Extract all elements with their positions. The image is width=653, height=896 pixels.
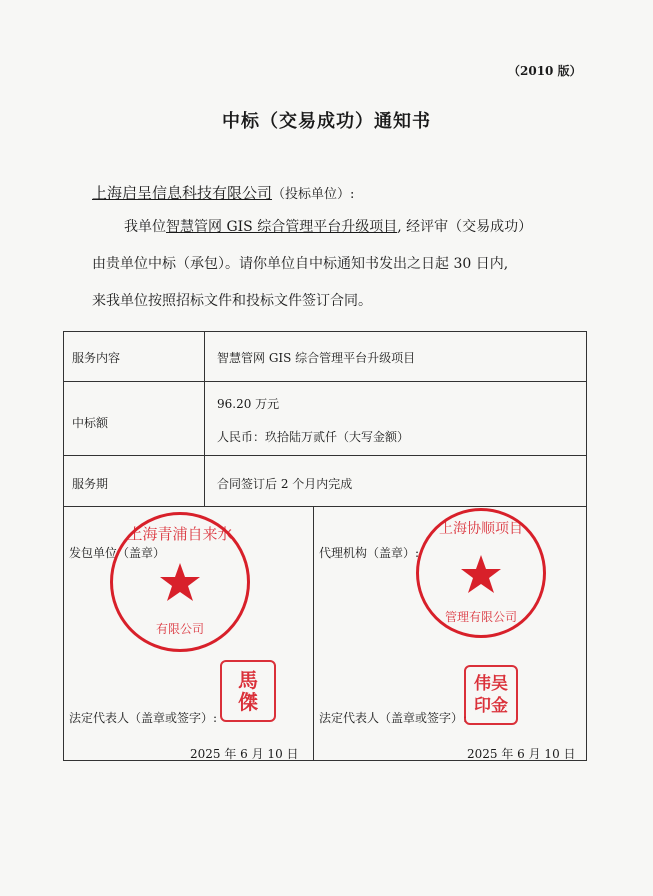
amount-words: 人民币：玖拾陆万贰仟（大写金额） bbox=[217, 430, 410, 444]
agency-label: 代理机构（盖章）: bbox=[319, 546, 420, 560]
left-date: 2025 年 6 月 10 日 bbox=[190, 747, 299, 761]
edition-label: （2010 版） bbox=[508, 64, 582, 78]
svg-text:上海协顺项目: 上海协顺项目 bbox=[439, 521, 523, 537]
left-stamp-graphic bbox=[113, 515, 247, 649]
addressee-suffix: （投标单位）: bbox=[272, 187, 355, 202]
body-project-name: 智慧管网 GIS 综合管理平台升级项目 bbox=[166, 219, 398, 235]
svg-text:管理有限公司: 管理有限公司 bbox=[444, 610, 518, 624]
body-line1-prefix: 我单位 bbox=[124, 219, 166, 235]
body-line-2: 由贵单位中标（承包）。请你单位自中标通知书发出之日起 30 日内, bbox=[92, 256, 509, 272]
service-label: 服务内容 bbox=[72, 351, 121, 365]
svg-text:有限公司: 有限公司 bbox=[155, 622, 205, 636]
left-personal-seal: 馬 傑 bbox=[220, 660, 276, 722]
right-stamp-graphic bbox=[419, 511, 543, 635]
right-personal-seal: 伟吴 印金 bbox=[464, 665, 518, 725]
service-value: 智慧管网 GIS 综合管理平台升级项目 bbox=[217, 351, 416, 365]
left-legal-rep-label: 法定代表人（盖章或签字）: bbox=[69, 711, 218, 725]
table-rule bbox=[64, 381, 586, 382]
right-company-stamp bbox=[416, 508, 546, 638]
right-legal-rep-label: 法定代表人（盖章或签字）: bbox=[319, 711, 468, 725]
period-value: 合同签订后 2 个月内完成 bbox=[217, 477, 353, 491]
body-line-3: 来我单位按照招标文件和投标文件签订合同。 bbox=[92, 293, 372, 309]
star-icon bbox=[461, 555, 501, 593]
left-company-stamp bbox=[110, 512, 250, 652]
contracting-unit-label: 发包单位（盖章） bbox=[69, 546, 166, 560]
table-rule bbox=[64, 455, 586, 456]
period-label: 服务期 bbox=[72, 477, 109, 491]
svg-text:上海青浦自来水: 上海青浦自来水 bbox=[127, 525, 233, 543]
amount-value: 96.20 万元 bbox=[217, 397, 280, 411]
body-line1-suffix: , 经评审（交易成功） bbox=[397, 219, 533, 235]
body-line-1 bbox=[92, 216, 582, 236]
addressee-line bbox=[92, 182, 354, 203]
table-column-rule bbox=[204, 332, 205, 506]
addressee-company: 上海启呈信息科技有限公司 bbox=[92, 184, 273, 202]
star-icon bbox=[160, 563, 200, 601]
right-date: 2025 年 6 月 10 日 bbox=[467, 747, 576, 761]
page-title: 中标（交易成功）通知书 bbox=[222, 111, 431, 132]
amount-label: 中标额 bbox=[72, 416, 109, 430]
table-rule bbox=[64, 506, 586, 507]
table-column-rule bbox=[313, 506, 314, 761]
